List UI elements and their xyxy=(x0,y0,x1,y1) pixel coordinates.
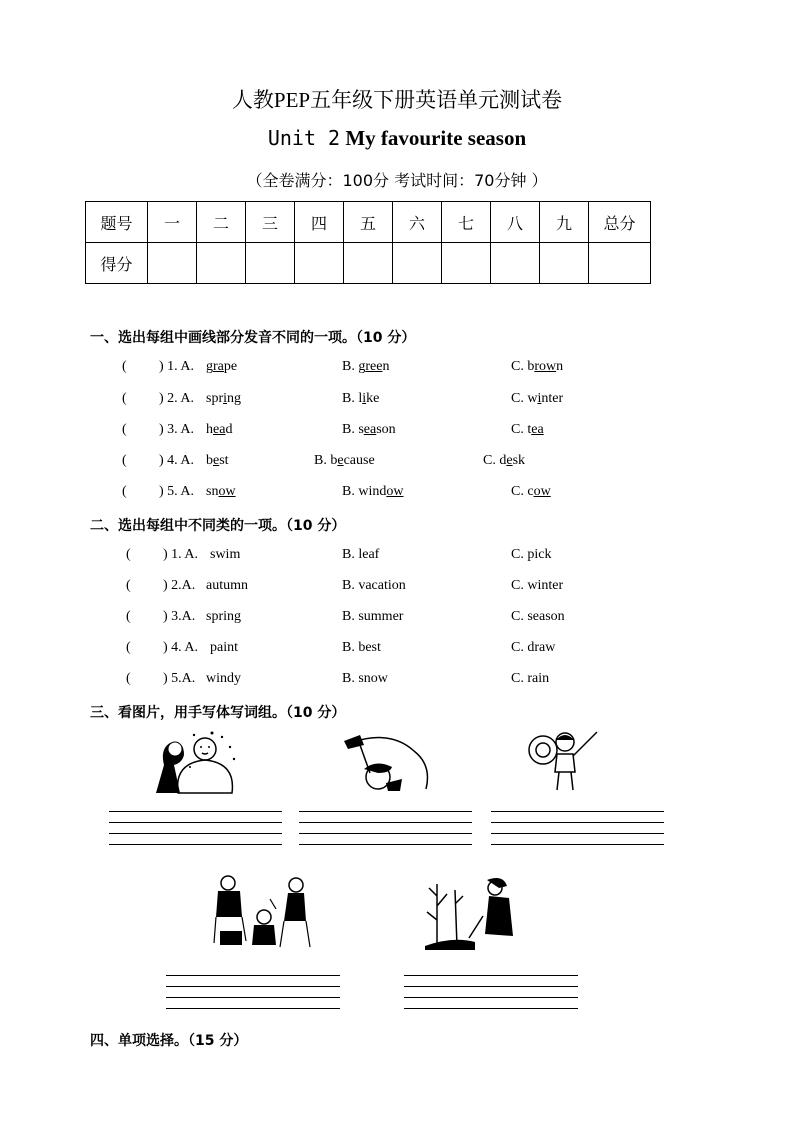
cell-section-2: 二 xyxy=(197,202,246,243)
swimming-picture xyxy=(527,728,603,794)
score-input-4[interactable] xyxy=(295,243,344,284)
score-input-7[interactable] xyxy=(442,243,491,284)
option-c[interactable]: C. season xyxy=(511,609,565,624)
cell-score-label: 得分 xyxy=(86,243,148,284)
answer-paren[interactable]: ( xyxy=(126,609,131,624)
option-b[interactable]: B. vacation xyxy=(342,578,406,593)
answer-paren[interactable]: ( xyxy=(126,578,131,593)
cell-section-6: 六 xyxy=(393,202,442,243)
question-number: ) 2. A. xyxy=(159,391,194,406)
snowman-picture xyxy=(150,727,240,797)
question-number: ) 1. A. xyxy=(159,359,194,374)
option-b[interactable]: B. green xyxy=(342,359,390,374)
score-input-total[interactable] xyxy=(589,243,651,284)
section-2-heading: 二、选出每组中不同类的一项。（10 分） xyxy=(90,518,346,534)
option-b[interactable]: B. like xyxy=(342,391,380,406)
score-table-score-row xyxy=(86,243,651,284)
score-input-1[interactable] xyxy=(148,243,197,284)
option-a[interactable]: paint xyxy=(210,640,238,655)
option-a[interactable]: best xyxy=(206,453,229,468)
option-a[interactable]: windy xyxy=(206,671,241,686)
exam-info: （全卷满分：100分 考试时间：70分钟 ） xyxy=(246,171,548,190)
score-table-header-row xyxy=(86,202,651,243)
cell-section-4: 四 xyxy=(295,202,344,243)
option-a[interactable]: swim xyxy=(210,547,241,562)
score-input-3[interactable] xyxy=(246,243,295,284)
option-a[interactable]: spring xyxy=(206,609,241,624)
option-c[interactable]: C. pick xyxy=(511,547,552,562)
answer-paren[interactable]: ( xyxy=(122,453,127,468)
option-b[interactable]: B. season xyxy=(342,422,396,437)
planting-tree-picture xyxy=(423,876,523,950)
option-b[interactable]: B. because xyxy=(314,453,375,468)
cell-section-8: 八 xyxy=(491,202,540,243)
score-input-9[interactable] xyxy=(540,243,589,284)
cell-section-3: 三 xyxy=(246,202,295,243)
option-c[interactable]: C. tea xyxy=(511,422,544,437)
option-b[interactable]: B. snow xyxy=(342,671,388,686)
option-c[interactable]: C. winter xyxy=(511,578,564,593)
cell-section-5: 五 xyxy=(344,202,393,243)
answer-paren[interactable]: ( xyxy=(126,671,131,686)
question-number: ) 4. A. xyxy=(159,453,194,468)
question-number: ) 4. A. xyxy=(163,640,198,655)
answer-paren[interactable]: ( xyxy=(126,547,131,562)
answer-paren[interactable]: ( xyxy=(126,640,131,655)
option-c[interactable]: C. desk xyxy=(483,453,526,468)
option-b[interactable]: B. best xyxy=(342,640,381,655)
picnic-picture xyxy=(210,873,312,955)
score-input-8[interactable] xyxy=(491,243,540,284)
option-a[interactable]: autumn xyxy=(206,578,248,593)
answer-paren[interactable]: ( xyxy=(122,359,127,374)
option-c[interactable]: C. rain xyxy=(511,671,550,686)
question-number: ) 3.A. xyxy=(163,609,196,624)
section-1-heading: 一、选出每组中画线部分发音不同的一项。（10 分） xyxy=(90,330,416,346)
question-number: ) 1. A. xyxy=(163,547,198,562)
cell-section-7: 七 xyxy=(442,202,491,243)
cell-section-9: 九 xyxy=(540,202,589,243)
option-b[interactable]: B. leaf xyxy=(342,547,380,562)
question-number: ) 2.A. xyxy=(163,578,196,593)
option-c[interactable]: C. brown xyxy=(511,359,564,374)
option-a[interactable]: spring xyxy=(206,391,242,406)
kite-picture xyxy=(340,733,436,793)
unit-name: My favourite season xyxy=(345,126,527,150)
unit-number: Unit 2 xyxy=(267,126,341,150)
question-number: ) 3. A. xyxy=(159,422,194,437)
question-number: ) 5. A. xyxy=(159,484,194,499)
unit-title xyxy=(0,126,794,151)
option-a[interactable]: snow xyxy=(206,484,236,499)
option-b[interactable]: B. window xyxy=(342,484,404,499)
cell-total: 总分 xyxy=(589,202,651,243)
option-b[interactable]: B. summer xyxy=(342,609,404,624)
page-title: 人教PEP五年级下册英语单元测试卷 xyxy=(231,88,563,112)
answer-paren[interactable]: ( xyxy=(122,484,127,499)
question-number: ) 5.A. xyxy=(163,671,196,686)
option-c[interactable]: C. cow xyxy=(511,484,551,499)
score-input-6[interactable] xyxy=(393,243,442,284)
cell-question-number: 题号 xyxy=(86,202,148,243)
score-input-5[interactable] xyxy=(344,243,393,284)
section-4-heading: 四、单项选择。（15 分） xyxy=(90,1033,248,1049)
option-a[interactable]: grape xyxy=(206,359,238,374)
cell-section-1: 一 xyxy=(148,202,197,243)
option-a[interactable]: head xyxy=(206,422,233,437)
score-input-2[interactable] xyxy=(197,243,246,284)
option-c[interactable]: C. draw xyxy=(511,640,556,655)
score-table xyxy=(85,201,651,284)
option-c[interactable]: C. winter xyxy=(511,391,564,406)
answer-paren[interactable]: ( xyxy=(122,391,127,406)
section-3-heading: 三、看图片，用手写体写词组。（10 分） xyxy=(90,705,346,721)
answer-paren[interactable]: ( xyxy=(122,422,127,437)
